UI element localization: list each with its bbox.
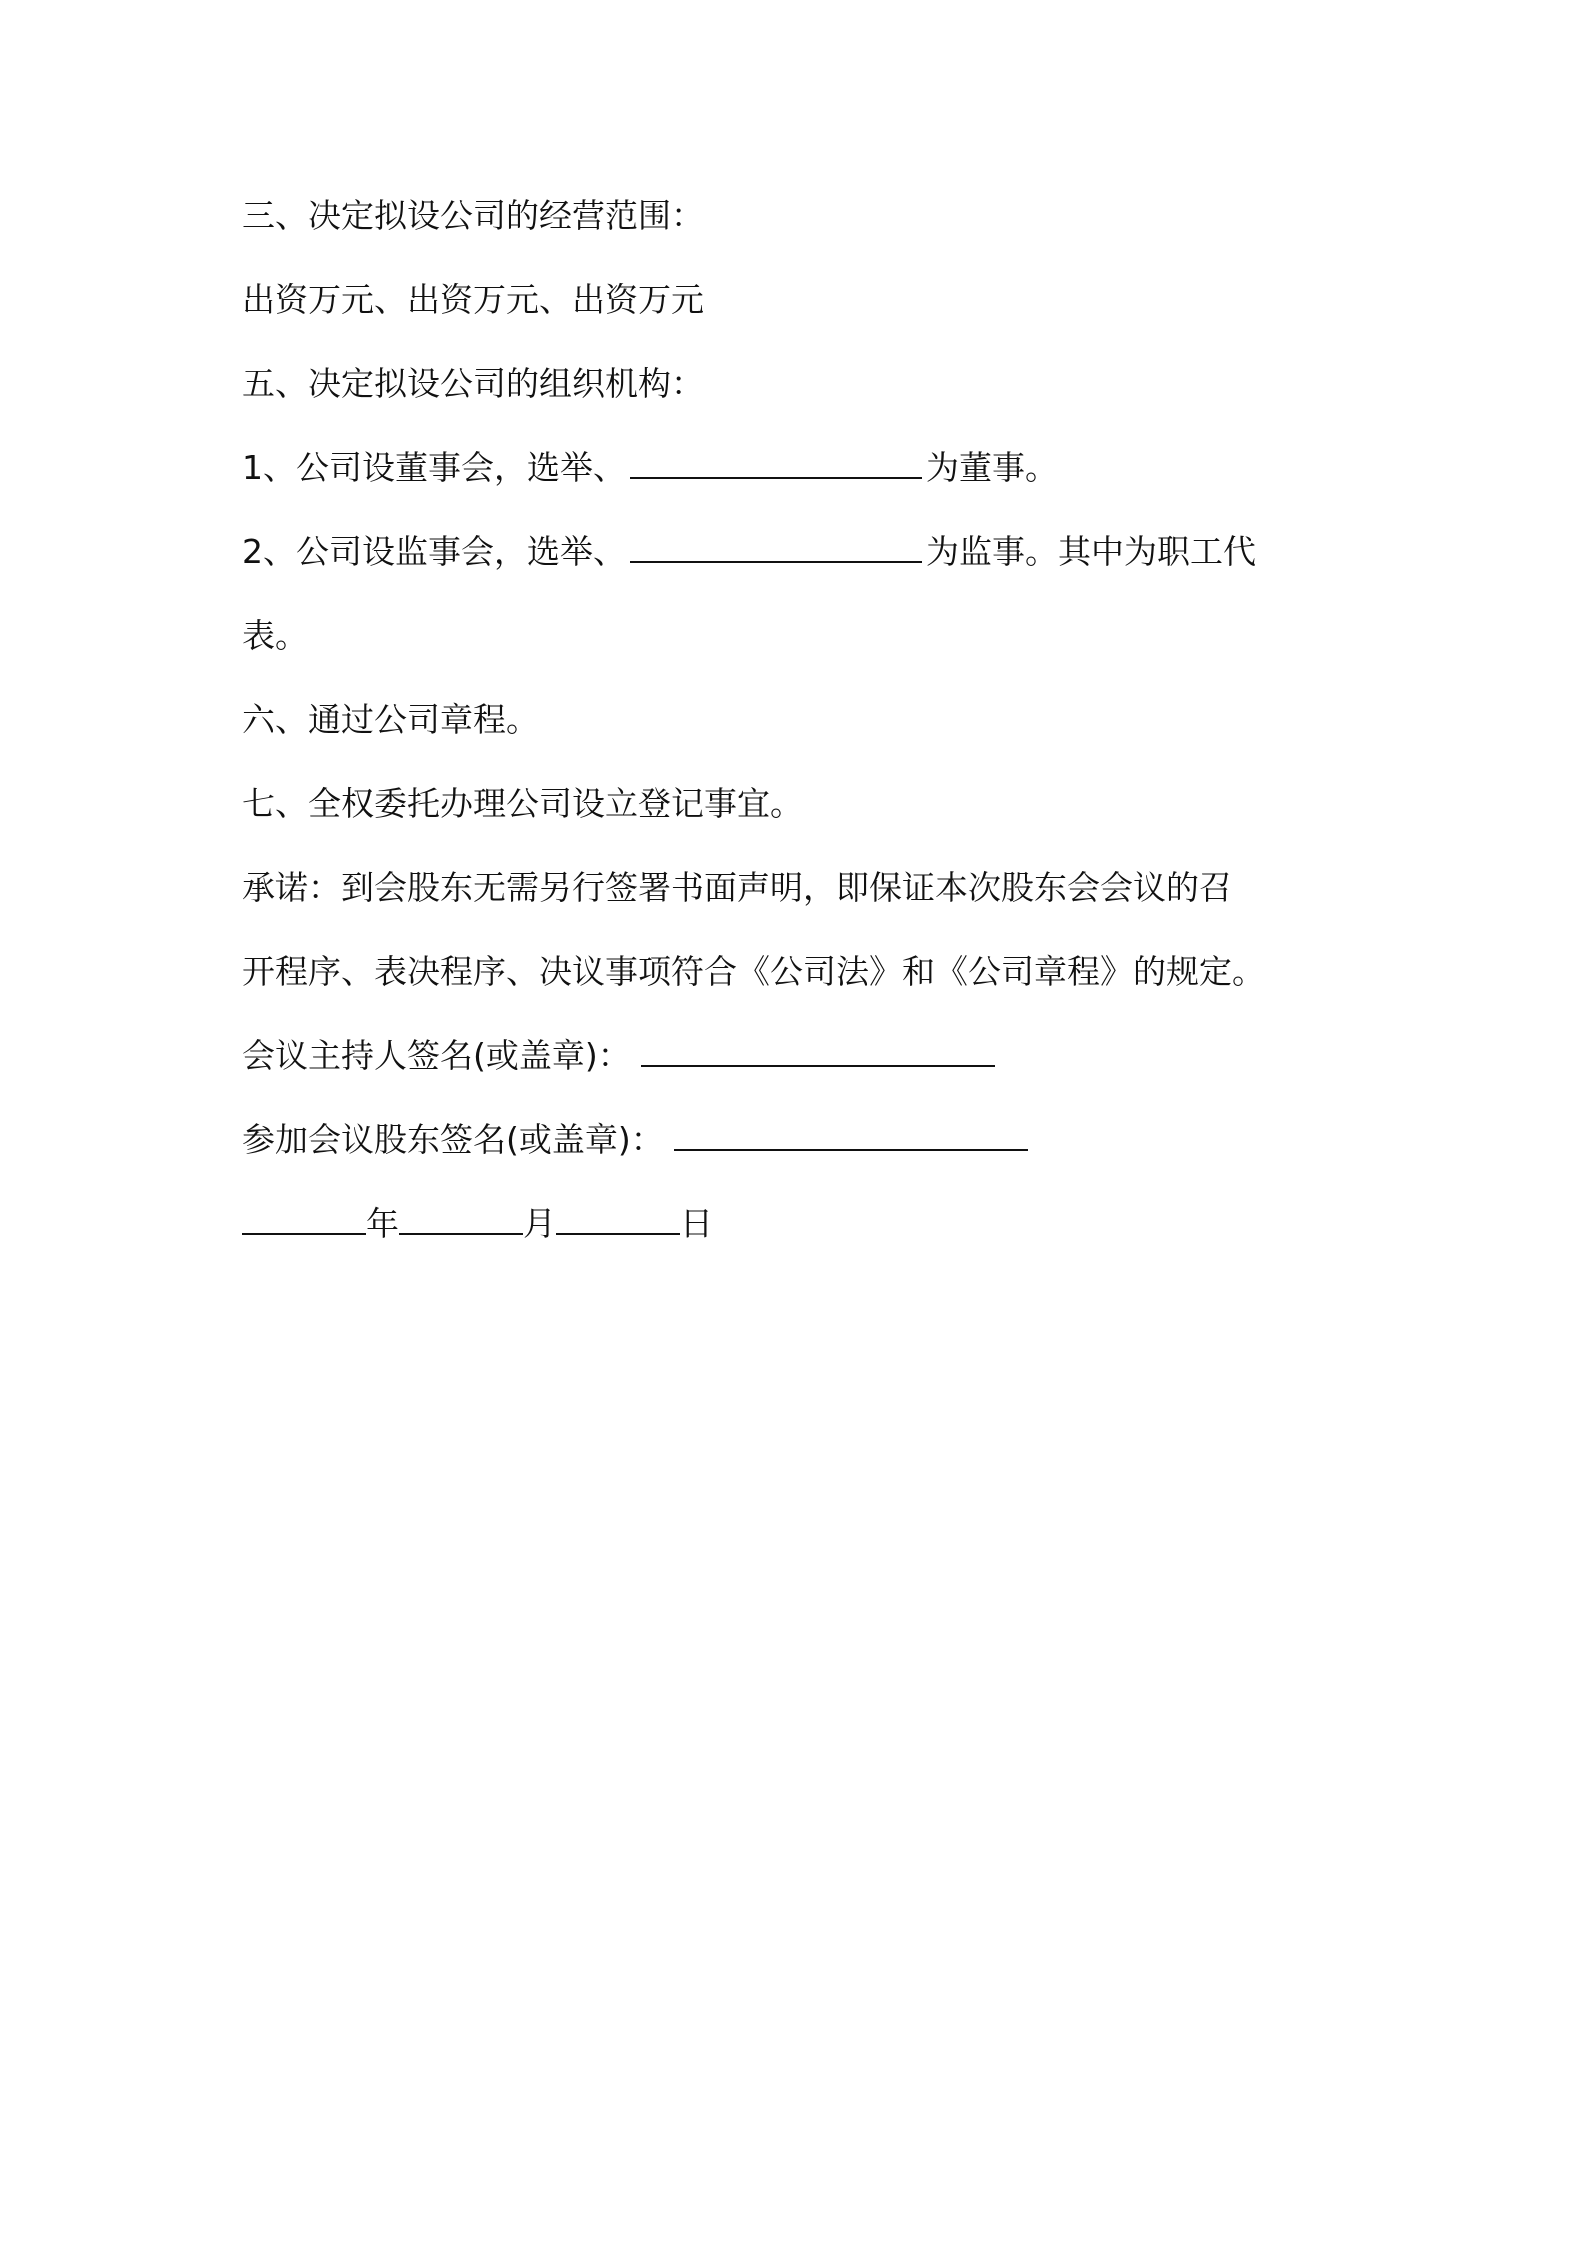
commitment-line-2: 开程序、表决程序、决议事项符合《公司法》和《公司章程》的规定。 [242, 952, 1265, 991]
date-line [242, 1203, 1352, 1245]
host-signature-label: 会议主持人签名(或盖章)： [242, 1036, 631, 1075]
item7-line: 七、全权委托办理公司设立登记事宜。 [242, 784, 803, 823]
supervisor-names-blank [630, 531, 922, 563]
director-names-blank [630, 447, 922, 479]
supervisory-continuation: 表。 [242, 616, 308, 655]
capital-line: 出资万元、出资万元、出资万元 [242, 280, 704, 319]
commitment-line-1: 承诺：到会股东无需另行签署书面声明，即保证本次股东会会议的召 [242, 868, 1232, 907]
supervisory-suffix: 为监事。其中为职工代 [926, 532, 1256, 571]
board-prefix: 1、公司设董事会，选举、 [242, 448, 626, 487]
item6-line: 六、通过公司章程。 [242, 700, 539, 739]
item3-heading: 三、决定拟设公司的经营范围： [242, 196, 704, 235]
month-blank [399, 1203, 523, 1235]
supervisory-prefix: 2、公司设监事会，选举、 [242, 532, 626, 571]
host-signature-line [242, 1035, 1352, 1077]
day-blank [556, 1203, 680, 1235]
shareholder-signature-line [242, 1119, 1352, 1161]
supervisory-board-line [242, 531, 1352, 573]
shareholder-signature-label: 参加会议股东签名(或盖章)： [242, 1120, 664, 1159]
year-label: 年 [366, 1204, 399, 1243]
board-suffix: 为董事。 [926, 448, 1058, 487]
host-signature-blank [641, 1035, 995, 1067]
month-label: 月 [523, 1204, 556, 1243]
board-of-directors-line [242, 447, 1352, 489]
item5-heading: 五、决定拟设公司的组织机构： [242, 364, 704, 403]
shareholder-signature-blank [674, 1119, 1028, 1151]
day-label: 日 [680, 1204, 713, 1243]
year-blank [242, 1203, 366, 1235]
document-body [242, 195, 1352, 1287]
